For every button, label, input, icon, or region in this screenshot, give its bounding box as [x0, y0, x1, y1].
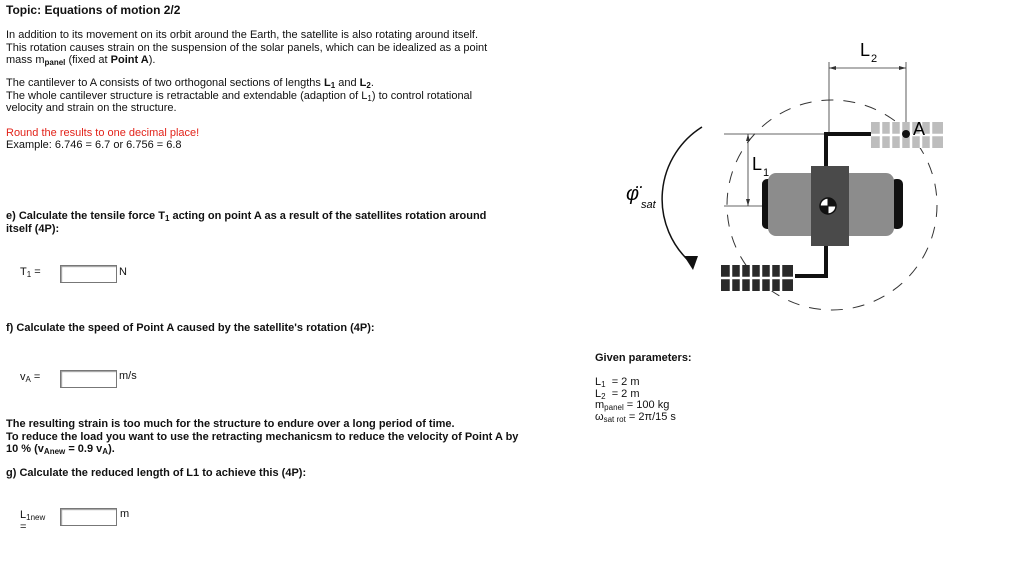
question-e: e) Calculate the tensile force $T_1$ acting on point A as a result of the satellites rotation around itself (4P):	[6, 210, 487, 235]
solar-panel-lower	[721, 265, 793, 291]
intro-line: In addition to its movement on its orbit around the Earth, the satellite is also rotating around itself.	[6, 29, 479, 41]
intro-line: The whole cantilever structure is retractable and extendable (adaption of $L_1$) to control rotational	[6, 89, 473, 103]
l1new-input[interactable]	[60, 508, 117, 526]
question-g: g) Calculate the reduced length of L1 to achieve this (4P):	[6, 467, 307, 479]
cantilever-lower	[795, 246, 826, 276]
given-params	[595, 377, 676, 423]
l1new-unit: m	[120, 508, 130, 520]
intro-paragraph-1	[6, 29, 487, 67]
intro-line: The cantilever to A consists of two orthogonal sections of lengths $L_1$ and $L_2$.	[6, 77, 374, 90]
satellite-diagram	[600, 20, 1024, 320]
t1-label: $T_1$ =	[20, 266, 41, 279]
l2-label: L	[860, 40, 871, 60]
l2-arrow-left	[829, 66, 836, 70]
rounding-example: Example: 6.746 = 6.7 or 6.756 = 6.8	[6, 139, 182, 151]
l1-arrow-bottom	[746, 199, 750, 206]
l1-label-sub: 1	[763, 167, 770, 179]
l2-arrow-right	[899, 66, 906, 70]
t1-unit: N	[119, 266, 127, 278]
param-row: $L_1 = 2$ m	[595, 376, 640, 389]
point-a-marker	[902, 130, 910, 138]
intro-paragraph-2	[6, 77, 472, 115]
param-row: $m_{panel} = 100$ kg	[595, 399, 670, 412]
param-row: $\omega_{sat rot} = 2\pi/15$ s	[595, 410, 676, 424]
l2-label-sub: 2	[871, 53, 878, 65]
va-input[interactable]	[60, 370, 117, 388]
intro-line: This rotation causes strain on the suspension of the solar panels, which can be idealized as a point	[6, 41, 488, 54]
rotation-arc	[662, 127, 702, 262]
intro-line: velocity and strain on the structure.	[6, 102, 177, 114]
l1-arrow-top	[746, 134, 750, 141]
given-title: Given parameters:	[595, 352, 692, 364]
center-of-mass-icon	[820, 198, 836, 214]
phi-label: φ̈	[626, 183, 640, 205]
page-title: Topic: Equations of motion 2/2	[6, 3, 181, 17]
point-a-label: A	[913, 119, 926, 139]
question-f: f) Calculate the speed of Point A caused by the satellite's rotation (4P):	[6, 322, 375, 334]
phi-sub: sat	[641, 199, 656, 211]
param-row: $L_2 = 2$ m	[595, 387, 640, 401]
strain-note: The resulting strain is too much for the structure to endure over a long period of time. To reduce the load you want to use the retracting mechanicsm to reduce the velocity of Point A by 10 % ($v_{Anew} = 0.9$ $v_A$).	[6, 418, 519, 456]
va-unit: m/s	[119, 370, 137, 382]
va-label: $v_A$ =	[20, 371, 41, 384]
intro-line: mass $m_{panel}$ (fixed at Point A).	[6, 54, 156, 67]
rotation-arrowhead	[684, 256, 698, 270]
t1-input[interactable]	[60, 265, 117, 283]
l1new-label: $L_{1new}$ =	[20, 509, 46, 533]
l1-label: L	[752, 154, 763, 174]
rounding-note: Round the results to one decimal place!	[6, 127, 200, 139]
